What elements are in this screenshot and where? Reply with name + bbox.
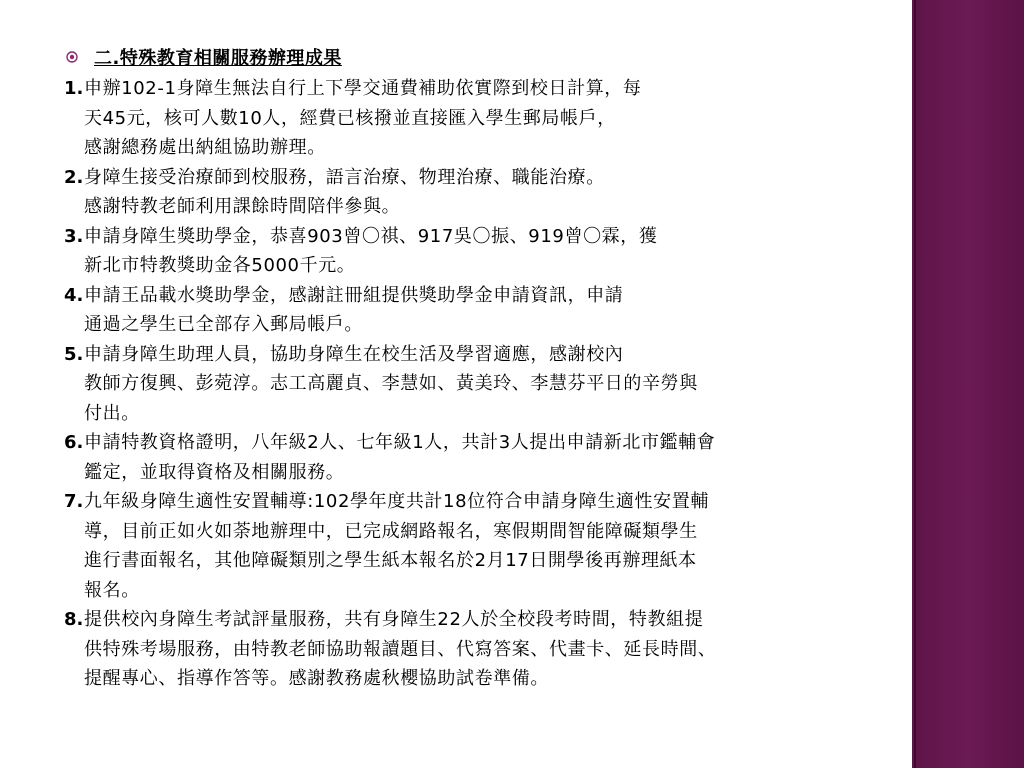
- item-list: [64, 74, 894, 694]
- item-text: [84, 340, 894, 429]
- item-text: [84, 605, 894, 694]
- item-line: 申辦102-1身障生無法自行上下學交通費補助依實際到校日計算，每: [84, 78, 642, 99]
- item-line: 九年級身障生適性安置輔導:102學年度共計18位符合申請身障生適性安置輔: [84, 491, 709, 512]
- slide-heading: 二.特殊教育相關服務辦理成果: [94, 48, 342, 69]
- item-line: 感謝總務處出納組協助辦理。: [84, 137, 326, 158]
- list-item: [64, 340, 894, 429]
- item-text: [84, 281, 894, 340]
- list-item: [64, 428, 894, 487]
- list-item: [64, 74, 894, 163]
- item-text: [84, 222, 894, 281]
- item-number: 3.: [64, 225, 84, 247]
- decorative-sidebar: [912, 0, 1024, 768]
- item-line: 新北市特教獎助金各5000千元。: [84, 255, 356, 276]
- item-line: 供特殊考場服務，由特教老師協助報讀題目、代寫答案、代畫卡、延長時間、: [84, 638, 717, 660]
- heading-row: [60, 44, 342, 70]
- item-number: 1.: [64, 78, 84, 99]
- item-line: 提供校內身障生考試評量服務，共有身障生22人於全校段考時間，特教組提: [84, 609, 704, 630]
- list-item: [64, 487, 894, 605]
- item-line: 申請特教資格證明，八年級2人、七年級1人，共計3人提出申請新北市鑑輔會: [84, 432, 716, 453]
- item-number: 4.: [64, 284, 84, 306]
- item-line: 提醒專心、指導作答等。感謝教務處秋櫻協助試卷準備。: [84, 668, 549, 689]
- item-line: 進行書面報名，其他障礙類別之學生紙本報名於2月17日開學後再辦理紙本: [84, 550, 697, 571]
- item-line: 導，目前正如火如荼地辦理中，已完成網路報名，寒假期間智能障礙類學生: [84, 520, 698, 542]
- item-line: 身障生接受治療師到校服務，語言治療、物理治療、職能治療。: [84, 166, 605, 188]
- item-text: [84, 487, 894, 605]
- item-line: 付出。: [84, 402, 140, 424]
- item-text: [84, 163, 894, 222]
- item-line: 感謝特教老師利用課餘時間陪伴參與。: [84, 196, 401, 217]
- list-item: [64, 281, 894, 340]
- item-number: 6.: [64, 432, 84, 453]
- item-line: 申請王品載水獎助學金，感謝註冊組提供獎助學金申請資訊，申請: [84, 284, 624, 306]
- item-line: 教師方復興、彭菀淳。志工高麗貞、李慧如、黃美玲、李慧芬平日的辛勞與: [84, 373, 698, 394]
- item-number: 2.: [64, 166, 84, 188]
- item-number: 5.: [64, 343, 84, 365]
- item-line: 申請身障生獎助學金，恭喜903曾〇祺、917吳〇振、919曾〇霖，獲: [84, 225, 658, 247]
- list-item: [64, 163, 894, 222]
- item-text: [84, 74, 894, 163]
- item-line: 通過之學生已全部存入郵局帳戶。: [84, 314, 363, 335]
- item-number: 7.: [64, 491, 84, 512]
- item-line: 報名。: [84, 579, 140, 601]
- sidebar-edge: [914, 0, 916, 768]
- list-item: [64, 605, 894, 694]
- item-text: [84, 428, 894, 487]
- circled-dot-icon: [66, 51, 78, 63]
- item-line: 鑑定，並取得資格及相關服務。: [84, 461, 345, 483]
- item-line: 天45元，核可人數10人，經費已核撥並直接匯入學生郵局帳戶，: [84, 107, 616, 129]
- item-number: 8.: [64, 609, 84, 630]
- list-item: [64, 222, 894, 281]
- item-line: 申請身障生助理人員，協助身障生在校生活及學習適應，感謝校內: [84, 343, 624, 365]
